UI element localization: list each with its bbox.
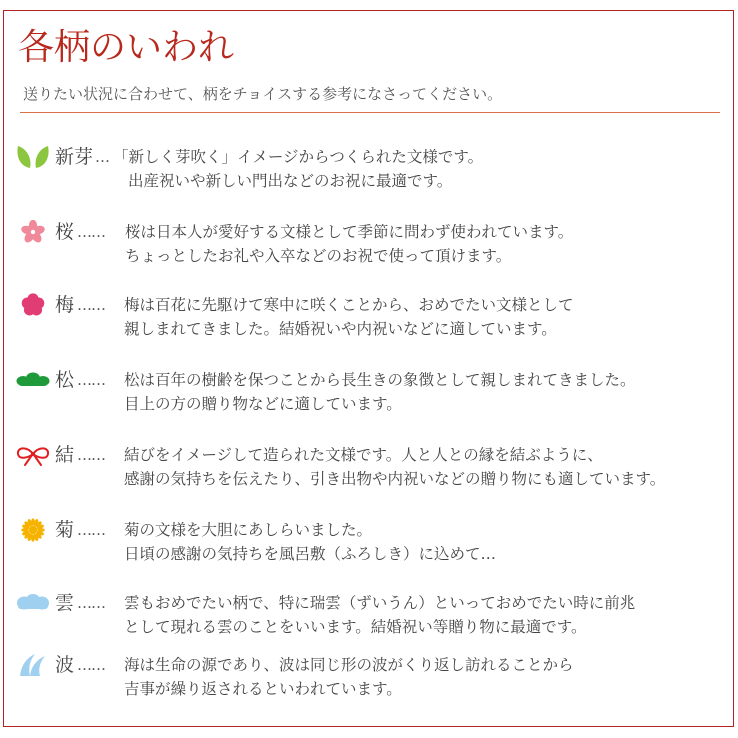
leader-dots: …… <box>77 296 105 314</box>
list-item-shinme <box>0 143 738 195</box>
pattern-name: 桜 <box>55 221 75 243</box>
description-line-2: 吉事が繰り返されるといわれています。 <box>124 680 402 698</box>
leader-dots: …… <box>77 371 105 389</box>
list-item-kumo <box>0 589 738 641</box>
sprout-icon <box>16 145 50 169</box>
pattern-name: 結 <box>55 444 75 466</box>
pattern-name: 梅 <box>55 294 75 316</box>
description-line-2: として現れる雲のことをいいます。結婚祝い等贈り物に最適です。 <box>124 618 587 636</box>
list-item-musubi <box>0 441 738 493</box>
description-line-1: 「新しく芽吹く」イメージからつくられた文様です。 <box>113 148 484 166</box>
list-item-sakura <box>0 218 738 270</box>
knot-icon <box>16 443 50 467</box>
description-line-1: 菊の文様を大胆にあしらいました。 <box>124 521 373 539</box>
wave-icon <box>16 653 50 677</box>
pine-icon <box>16 368 50 392</box>
description-line-2: 感謝の気持ちを伝えたり、引き出物や内祝いなどの贈り物にも適しています。 <box>124 470 666 488</box>
list-item-kiku <box>0 516 738 568</box>
description-line-1: 結びをイメージして造られた文様です。人と人との縁を結ぶように、 <box>124 446 603 464</box>
description-line-2: ちょっとしたお礼や入卒などのお祝で使って頂けます。 <box>125 247 512 265</box>
pattern-name: 菊 <box>55 519 75 541</box>
description-line-2: 出産祝いや新しい門出などのお祝に最適です。 <box>128 172 453 190</box>
description-line-1: 桜は日本人が愛好する文様として季節に問わず使われています。 <box>125 223 574 241</box>
list-item-matsu <box>0 366 738 418</box>
list-item-ume <box>0 291 738 343</box>
page-subtitle: 送りたい状況に合わせて、柄をチョイスする参考になさってください。 <box>23 85 503 103</box>
chrysanthemum-icon <box>16 518 50 542</box>
leader-dots: …… <box>77 656 105 674</box>
leader-dots: … <box>95 148 109 166</box>
sakura-icon <box>16 220 50 244</box>
leader-dots: …… <box>77 223 105 241</box>
title-divider <box>20 112 720 113</box>
leader-dots: …… <box>77 594 105 612</box>
pattern-name: 波 <box>55 654 75 676</box>
description-line-1: 海は生命の源であり、波は同じ形の波がくり返し訪れることから <box>124 656 574 674</box>
description-line-2: 親しまれてきました。結婚祝いや内祝いなどに適しています。 <box>124 320 557 338</box>
pattern-name: 松 <box>55 369 75 391</box>
pattern-name: 雲 <box>55 592 75 614</box>
description-line-1: 梅は百花に先駆けて寒中に咲くことから、おめでたい文様として <box>124 296 574 314</box>
plum-blossom-icon <box>16 293 50 317</box>
list-item-nami <box>0 651 738 703</box>
leader-dots: …… <box>77 446 105 464</box>
pattern-name: 新芽 <box>55 146 94 168</box>
leader-dots: …… <box>77 521 105 539</box>
description-line-1: 雲もおめでたい柄で、特に瑞雲（ずいうん）といっておめでたい時に前兆 <box>124 594 636 612</box>
description-line-1: 松は百年の樹齢を保つことから長生きの象徴として親しまれてきました。 <box>124 371 636 389</box>
description-line-2: 日頃の感謝の気持ちを風呂敷（ふろしき）に込めて… <box>124 545 497 563</box>
cloud-icon <box>16 591 50 615</box>
description-line-2: 目上の方の贈り物などに適しています。 <box>124 395 402 413</box>
page-title: 各柄のいわれ <box>18 27 235 68</box>
